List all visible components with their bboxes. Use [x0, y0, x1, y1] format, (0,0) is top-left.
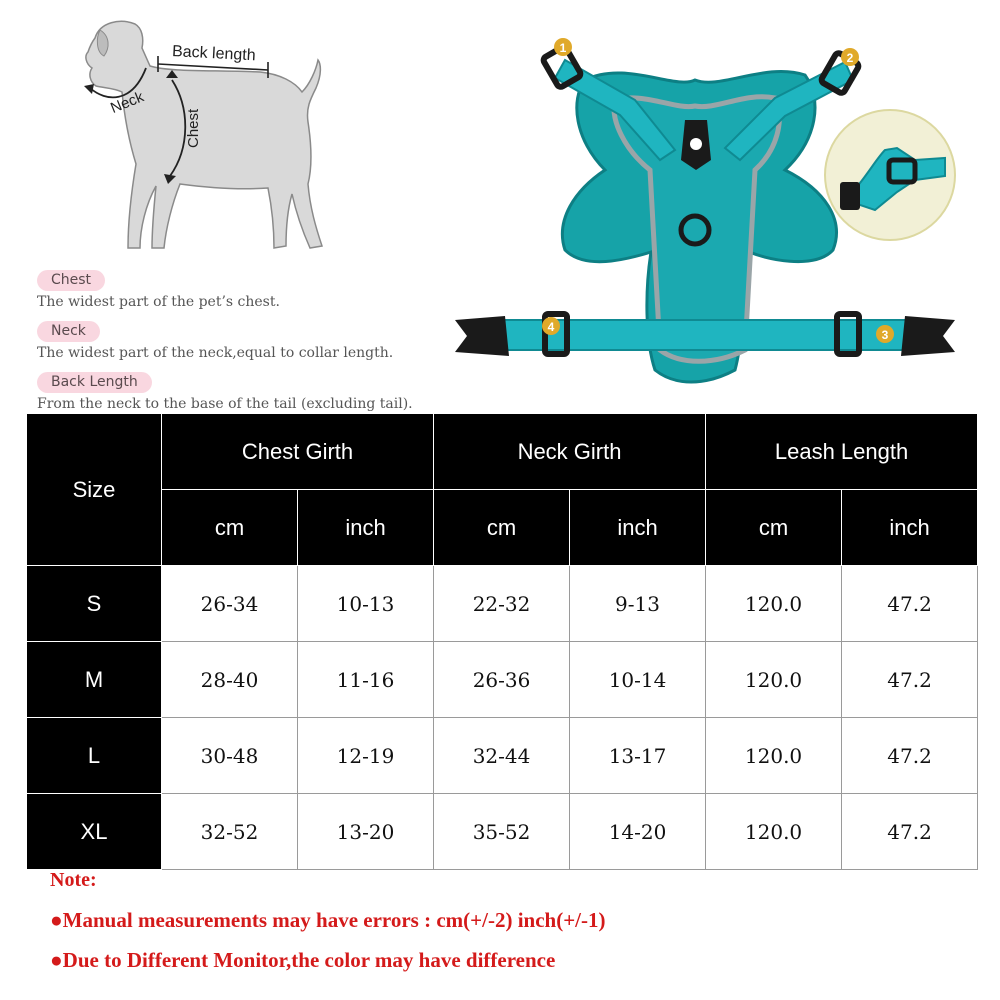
- table-cell: 28-40: [162, 642, 298, 718]
- buckle-detail-inset: [825, 110, 955, 240]
- note-line: ●Manual measurements may have errors : cm(+/-2) inch(+/-1): [50, 908, 606, 932]
- harness-illustration: [445, 20, 975, 395]
- table-cell: 120.0: [706, 566, 842, 642]
- table-cell: 22-32: [434, 566, 570, 642]
- size-cell: XL: [27, 794, 162, 870]
- table-cell: 14-20: [570, 794, 706, 870]
- notes-section: [50, 868, 950, 972]
- table-cell: 47.2: [842, 566, 978, 642]
- size-cell: M: [27, 642, 162, 718]
- size-cell: L: [27, 718, 162, 794]
- unit-header: cm: [162, 490, 298, 566]
- leash-length-header: Leash Length: [706, 414, 978, 490]
- back-length-label: Back length: [171, 43, 257, 65]
- table-cell: 10-13: [298, 566, 434, 642]
- legend-term: Chest: [37, 270, 105, 291]
- table-row: [27, 642, 978, 718]
- table-cell: 11-16: [298, 642, 434, 718]
- note-line: ●Due to Different Monitor,the color may have difference: [50, 948, 556, 972]
- table-cell: 32-44: [434, 718, 570, 794]
- left-release-buckle: [455, 316, 509, 356]
- unit-header: inch: [570, 490, 706, 566]
- table-cell: 9-13: [570, 566, 706, 642]
- legend-term: Neck: [37, 321, 100, 342]
- table-cell: 30-48: [162, 718, 298, 794]
- unit-header: inch: [298, 490, 434, 566]
- legend-item-neck: [37, 321, 457, 372]
- legend-description: The widest part of the pet’s chest.: [37, 294, 280, 310]
- table-cell: 12-19: [298, 718, 434, 794]
- unit-header: inch: [842, 490, 978, 566]
- table-cell: 32-52: [162, 794, 298, 870]
- right-release-buckle: [901, 316, 955, 356]
- chest-girth-header: Chest Girth: [162, 414, 434, 490]
- table-cell: 47.2: [842, 718, 978, 794]
- paw-icon: [690, 138, 702, 150]
- size-chart-table: [26, 413, 978, 870]
- table-cell: 35-52: [434, 794, 570, 870]
- table-cell: 47.2: [842, 794, 978, 870]
- legend-item-chest: [37, 270, 457, 321]
- table-row: [27, 794, 978, 870]
- table-cell: 120.0: [706, 718, 842, 794]
- table-cell: 26-34: [162, 566, 298, 642]
- neck-label: Neck: [108, 88, 147, 117]
- marker-label: 2: [846, 51, 854, 65]
- table-cell: 13-20: [298, 794, 434, 870]
- neck-girth-header: Neck Girth: [434, 414, 706, 490]
- table-cell: 10-14: [570, 642, 706, 718]
- measurement-legend: [37, 270, 457, 423]
- note-title: Note:: [50, 869, 97, 891]
- table-row: [27, 718, 978, 794]
- size-cell: S: [27, 566, 162, 642]
- legend-description: The widest part of the neck,equal to collar length.: [37, 345, 394, 361]
- dog-measurement-diagram: [40, 8, 340, 264]
- legend-description: From the neck to the base of the tail (excluding tail).: [37, 396, 413, 412]
- unit-header: cm: [434, 490, 570, 566]
- marker-label: 1: [559, 41, 567, 55]
- chest-label: Chest: [185, 108, 202, 148]
- marker-label: 3: [881, 328, 889, 342]
- table-row: [27, 566, 978, 642]
- table-cell: 13-17: [570, 718, 706, 794]
- marker-label: 4: [547, 320, 555, 334]
- legend-term: Back Length: [37, 372, 152, 393]
- table-cell: 120.0: [706, 794, 842, 870]
- unit-header: cm: [706, 490, 842, 566]
- table-cell: 47.2: [842, 642, 978, 718]
- table-cell: 120.0: [706, 642, 842, 718]
- table-cell: 26-36: [434, 642, 570, 718]
- size-header: Size: [27, 414, 162, 566]
